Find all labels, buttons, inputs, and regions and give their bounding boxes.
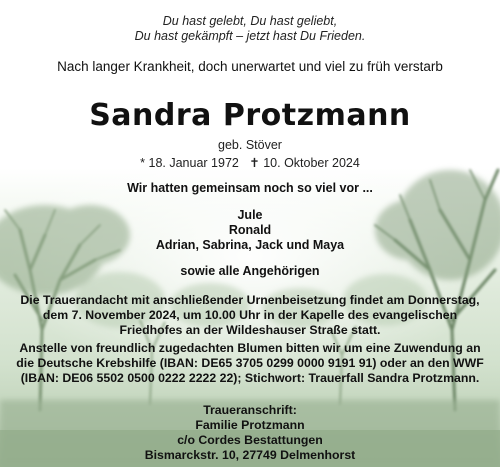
verse-line-2: Du hast gekämpft – jetzt hast Du Frieden. [134, 29, 366, 43]
motto: Wir hatten gemeinsam noch so viel vor ... [127, 181, 373, 195]
address-line-2: c/o Cordes Bestattungen [177, 433, 323, 447]
intro-text: Nach langer Krankheit, doch unerwartet und viel zu früh verstarb [57, 59, 443, 74]
mourner-1: Jule [237, 208, 263, 222]
service-line-3: Friedhofes an der Wildeshauser Straße statt. [119, 323, 381, 337]
address-line-1: Familie Protzmann [195, 418, 305, 432]
mourner-3: Adrian, Sabrina, Jack und Maya [155, 238, 345, 252]
service-line-2: dem 7. November 2024, um 10.00 Uhr in der Kapelle des evangelischen [42, 308, 458, 322]
verse-line-1: Du hast gelebt, Du hast geliebt, [162, 14, 338, 28]
mourner-2: Ronald [228, 223, 272, 237]
donation-line-3: (IBAN: DE06 5502 0500 0222 2222 22); Stichwort: Trauerfall Sandra Protzmann. [20, 371, 480, 385]
service-line-1: Die Trauerandacht mit anschließender Urnenbeisetzung findet am Donnerstag, [20, 293, 480, 307]
life-dates: * 18. Januar 1972 ✝ 10. Oktober 2024 [140, 156, 360, 170]
deceased-name: Sandra Protzmann [89, 98, 411, 133]
address-label: Traueranschrift: [203, 403, 297, 417]
birth-name: geb. Stöver [218, 138, 282, 152]
donation-line-1: Anstelle von freundlich zugedachten Blumen bitten wir um eine Zuwendung an [19, 341, 481, 355]
donation-line-2: die Deutsche Krebshilfe (IBAN: DE65 3705 0299 0000 9191 91) oder an den WWF [16, 356, 484, 370]
relatives: sowie alle Angehörigen [180, 264, 320, 278]
address-line-3: Bismarckstr. 10, 27749 Delmenhorst [144, 448, 356, 462]
